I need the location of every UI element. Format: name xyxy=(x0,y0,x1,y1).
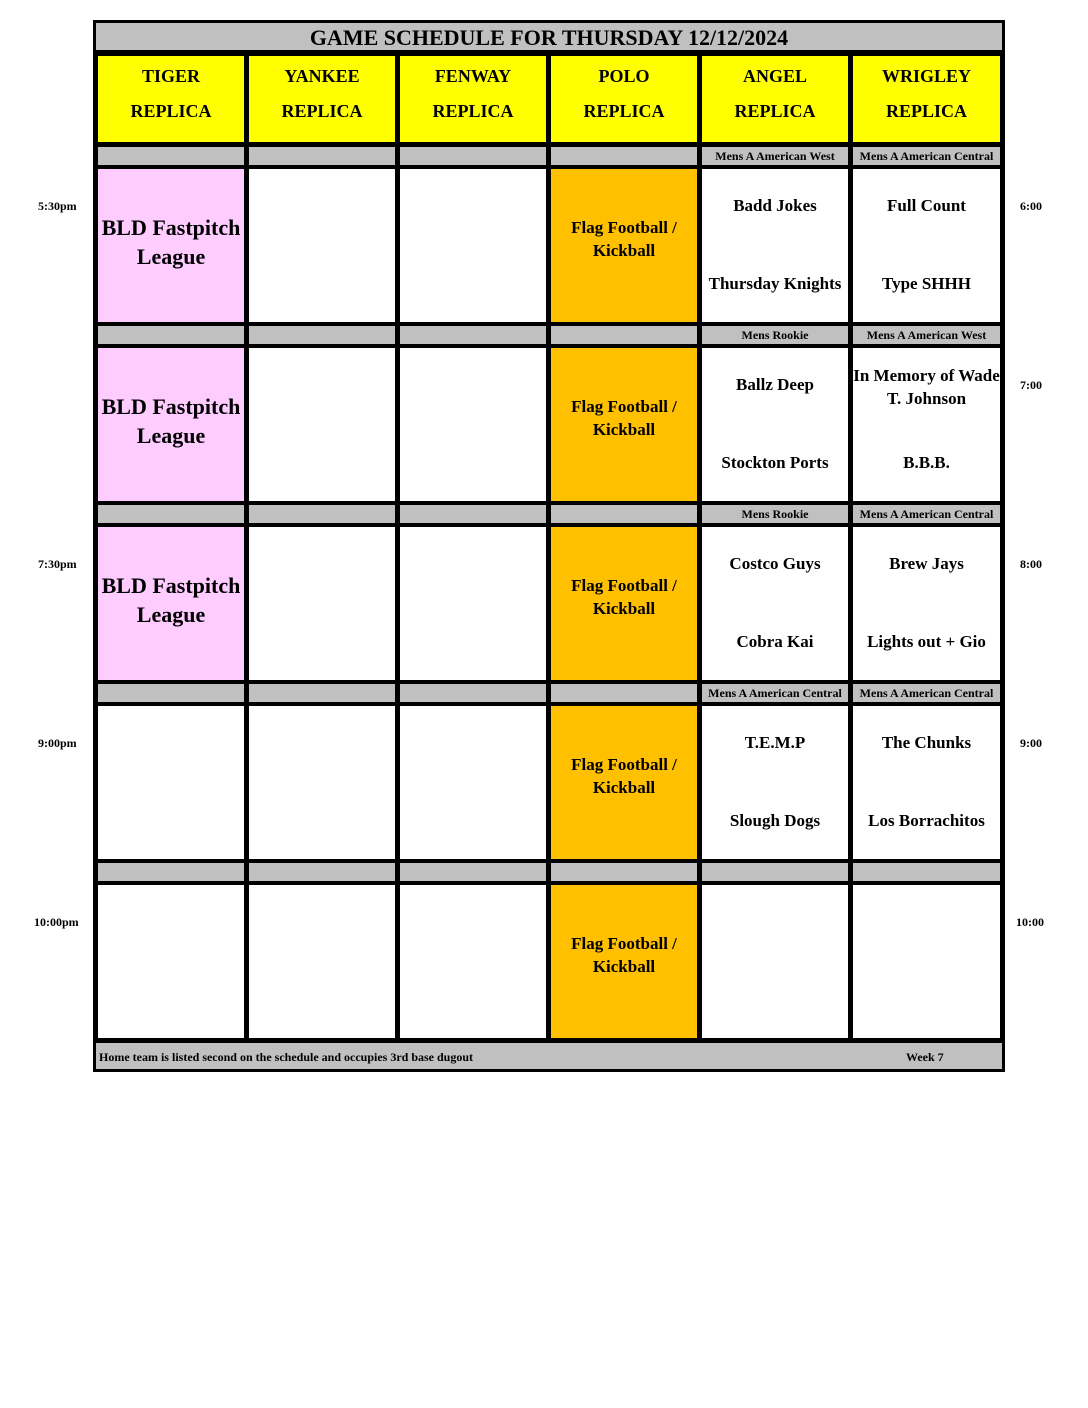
home-team: B.B.B. xyxy=(903,453,950,472)
angel-empty-slot xyxy=(699,882,851,1041)
separator-cell xyxy=(246,144,398,168)
yankee-empty-slot xyxy=(246,524,398,683)
week-label: Week 7 xyxy=(906,1050,944,1064)
separator-cell xyxy=(397,144,549,168)
home-team: Type SHHH xyxy=(882,274,971,293)
separator-cell xyxy=(95,144,247,168)
yankee-empty-slot xyxy=(246,882,398,1041)
angel-division-label: Mens Rookie xyxy=(699,323,851,347)
yankee-empty-slot xyxy=(246,345,398,504)
field-sub: REPLICA xyxy=(130,101,212,121)
slot-end-time: 8:00 xyxy=(1020,557,1042,571)
field-sub: REPLICA xyxy=(281,101,363,121)
slot-end-time: 6:00 xyxy=(1020,199,1042,213)
schedule-title: GAME SCHEDULE FOR THURSDAY 12/12/2024 xyxy=(96,23,1002,53)
wrigley-game xyxy=(850,345,1003,504)
field-header-tiger xyxy=(95,53,247,145)
separator-cell xyxy=(246,323,398,347)
flag-football-block: Flag Football / Kickball xyxy=(548,703,700,862)
field-name: FENWAY xyxy=(434,66,512,86)
home-team: Stockton Ports xyxy=(721,453,829,472)
field-header-fenway xyxy=(397,53,549,145)
separator-cell xyxy=(95,860,247,884)
flag-football-block: Flag Football / Kickball xyxy=(548,166,700,325)
home-team: Los Borrachitos xyxy=(868,811,985,830)
tiger-empty-slot xyxy=(95,882,247,1041)
angel-game xyxy=(699,166,851,325)
away-team: Ballz Deep xyxy=(736,375,814,394)
slot-start-time: 5:30pm xyxy=(38,199,77,213)
field-name: ANGEL xyxy=(742,66,807,86)
separator-cell xyxy=(95,502,247,526)
fenway-empty-slot xyxy=(397,703,549,862)
separator-cell xyxy=(95,681,247,705)
separator-cell xyxy=(397,502,549,526)
field-header-polo xyxy=(548,53,700,145)
angel-division-label xyxy=(699,860,851,884)
away-team: Brew Jays xyxy=(889,554,964,573)
field-sub: REPLICA xyxy=(432,101,514,121)
separator-cell xyxy=(548,681,700,705)
angel-game xyxy=(699,703,851,862)
slot-end-time: 9:00 xyxy=(1020,736,1042,750)
home-team: Cobra Kai xyxy=(736,632,814,651)
home-team: Slough Dogs xyxy=(729,811,821,830)
separator-cell xyxy=(548,144,700,168)
separator-cell xyxy=(246,860,398,884)
field-sub: REPLICA xyxy=(583,101,665,121)
flag-football-block: Flag Football / Kickball xyxy=(548,882,700,1041)
angel-division-label: Mens A American Central xyxy=(699,681,851,705)
wrigley-division-label xyxy=(850,860,1003,884)
field-header-yankee xyxy=(246,53,398,145)
fenway-empty-slot xyxy=(397,166,549,325)
field-name: POLO xyxy=(598,66,650,86)
away-team: Full Count xyxy=(887,196,966,215)
fenway-empty-slot xyxy=(397,524,549,683)
wrigley-division-label: Mens A American Central xyxy=(850,144,1003,168)
field-sub: REPLICA xyxy=(885,101,967,121)
yankee-empty-slot xyxy=(246,166,398,325)
field-header-angel xyxy=(699,53,851,145)
away-team: The Chunks xyxy=(881,733,972,752)
tiger-empty-slot xyxy=(95,703,247,862)
wrigley-division-label: Mens A American West xyxy=(850,323,1003,347)
angel-game xyxy=(699,524,851,683)
fenway-empty-slot xyxy=(397,345,549,504)
field-name: YANKEE xyxy=(284,66,360,86)
home-team-note: Home team is listed second on the schedule and occupies 3rd base dugout xyxy=(99,1050,474,1064)
yankee-empty-slot xyxy=(246,703,398,862)
wrigley-division-label: Mens A American Central xyxy=(850,681,1003,705)
slot-start-time: 9:00pm xyxy=(38,736,77,750)
bld-fastpitch-block: BLD Fastpitch League xyxy=(95,166,247,325)
angel-game xyxy=(699,345,851,504)
separator-cell xyxy=(246,681,398,705)
fenway-empty-slot xyxy=(397,882,549,1041)
separator-cell xyxy=(548,323,700,347)
separator-cell xyxy=(397,860,549,884)
flag-football-block: Flag Football / Kickball xyxy=(548,345,700,504)
bld-fastpitch-block: BLD Fastpitch League xyxy=(95,345,247,504)
schedule-footer xyxy=(96,1040,1002,1069)
wrigley-game xyxy=(850,166,1003,325)
separator-cell xyxy=(95,323,247,347)
slot-end-time: 10:00 xyxy=(1016,915,1044,929)
field-name: WRIGLEY xyxy=(881,66,971,86)
flag-football-block: Flag Football / Kickball xyxy=(548,524,700,683)
separator-cell xyxy=(548,860,700,884)
home-team: Lights out + Gio xyxy=(867,632,986,651)
field-sub: REPLICA xyxy=(734,101,816,121)
field-name: TIGER xyxy=(141,66,201,86)
angel-division-label: Mens A American West xyxy=(699,144,851,168)
slot-end-time: 7:00 xyxy=(1020,378,1042,392)
separator-cell xyxy=(548,502,700,526)
slot-start-time: 10:00pm xyxy=(34,915,79,929)
slot-start-time: 7:30pm xyxy=(38,557,77,571)
bld-fastpitch-block: BLD Fastpitch League xyxy=(95,524,247,683)
separator-cell xyxy=(397,323,549,347)
field-header-wrigley xyxy=(850,53,1003,145)
angel-division-label: Mens Rookie xyxy=(699,502,851,526)
wrigley-game xyxy=(850,524,1003,683)
wrigley-empty-slot xyxy=(850,882,1003,1041)
wrigley-game xyxy=(850,703,1003,862)
away-team: Costco Guys xyxy=(729,554,821,573)
away-team: T.E.M.P xyxy=(744,733,806,752)
home-team: Thursday Knights xyxy=(708,274,842,293)
away-team: Badd Jokes xyxy=(733,196,817,215)
away-team: In Memory of Wade T. Johnson xyxy=(853,366,1000,408)
separator-cell xyxy=(246,502,398,526)
separator-cell xyxy=(397,681,549,705)
wrigley-division-label: Mens A American Central xyxy=(850,502,1003,526)
